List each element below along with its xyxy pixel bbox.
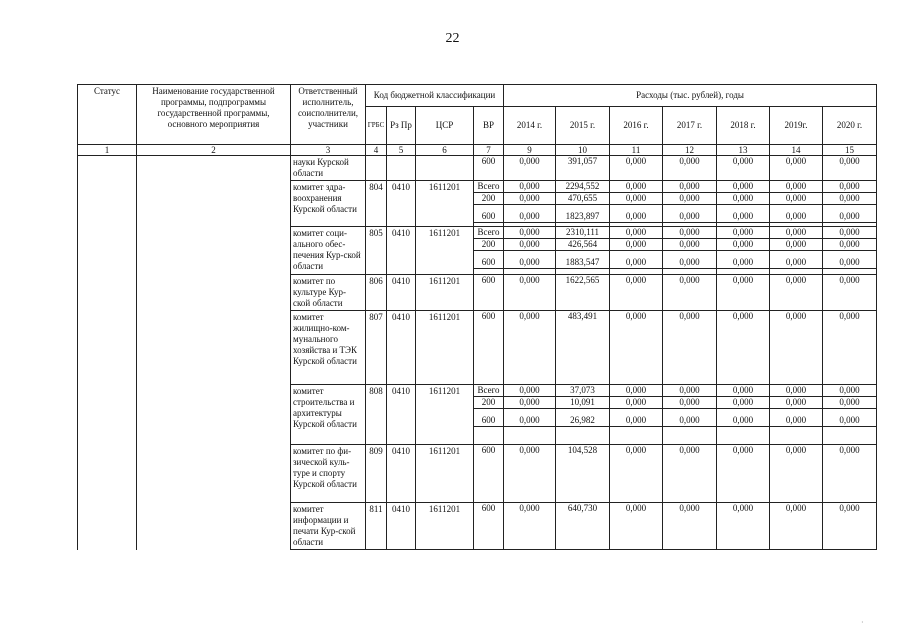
expense-value: 0,000 — [732, 503, 754, 513]
grbs-cell: 807 — [366, 311, 387, 385]
csr-cell: 1611201 — [416, 275, 474, 311]
expense-cell — [663, 156, 717, 181]
expense-cell — [504, 156, 556, 181]
expense-value: 0,000 — [785, 445, 807, 455]
expense-value: 0,000 — [504, 181, 555, 193]
name-cell — [137, 156, 291, 181]
expense-value: 0,000 — [770, 239, 822, 251]
csr-cell: 1611201 — [416, 227, 474, 275]
expense-cell — [770, 181, 823, 227]
csr-cell: 1611201 — [416, 181, 474, 227]
column-number: 4 — [366, 145, 387, 156]
header-vr: ВР — [474, 107, 504, 145]
expense-value: 640,730 — [567, 503, 598, 513]
executor-cell: комитет информации и печати Кур-ской области — [291, 503, 366, 550]
expense-cell — [610, 156, 663, 181]
expense-value: 0,000 — [610, 385, 662, 397]
expense-cell — [770, 385, 823, 445]
expense-value: 0,000 — [504, 239, 555, 251]
grbs-cell: 805 — [366, 227, 387, 275]
expense-value: 0,000 — [663, 397, 716, 409]
expense-cell — [663, 275, 717, 311]
expense-value: 0,000 — [663, 239, 716, 251]
name-cell — [137, 385, 291, 445]
grbs-cell — [366, 156, 387, 181]
expense-cell — [823, 503, 877, 550]
table-row — [78, 503, 877, 550]
column-number: 1 — [78, 145, 137, 156]
expense-value: 0,000 — [717, 397, 769, 409]
expense-value: 0,000 — [839, 156, 860, 166]
rzpr-cell: 0410 — [387, 445, 416, 503]
expense-value: 0,000 — [610, 211, 662, 223]
expense-cell — [556, 503, 610, 550]
vr-value: 600 — [481, 445, 496, 455]
rzpr-cell: 0410 — [387, 227, 416, 275]
expense-value: 0,000 — [839, 275, 860, 285]
expense-cell — [504, 227, 556, 275]
expense-value: 0,000 — [663, 257, 716, 269]
header-csr: ЦСР — [416, 107, 474, 145]
header-year: 2016 г. — [610, 107, 663, 145]
column-number: 2 — [137, 145, 291, 156]
expense-cell — [663, 445, 717, 503]
expense-value: 0,000 — [717, 239, 769, 251]
expense-value: 0,000 — [504, 227, 555, 239]
expense-value: 0,000 — [625, 311, 647, 321]
expense-value: 0,000 — [732, 275, 754, 285]
header-executor: Ответственный исполнитель, соисполнители, участники — [291, 85, 366, 145]
expense-cell — [663, 385, 717, 445]
expense-value: 0,000 — [610, 227, 662, 239]
vr-value: 600 — [481, 156, 496, 166]
expense-value: 0,000 — [823, 257, 876, 269]
vr-value: 600 — [481, 503, 496, 513]
expense-cell — [610, 385, 663, 445]
expense-value: 0,000 — [717, 385, 769, 397]
grbs-cell: 811 — [366, 503, 387, 550]
expense-cell — [556, 385, 610, 445]
expense-value: 0,000 — [504, 385, 555, 397]
column-number: 7 — [474, 145, 504, 156]
expense-value: 0,000 — [785, 311, 807, 321]
expense-value: 0,000 — [823, 211, 876, 223]
column-number: 11 — [610, 145, 663, 156]
expense-value: 0,000 — [770, 257, 822, 269]
expense-cell — [770, 275, 823, 311]
vr-cell — [474, 275, 504, 311]
expense-value: 0,000 — [717, 193, 769, 205]
vr-value: 600 — [474, 211, 503, 223]
expense-cell — [556, 445, 610, 503]
header-year: 2018 г. — [717, 107, 770, 145]
executor-cell: комитет по культуре Кур-ской области — [291, 275, 366, 311]
expense-cell — [770, 503, 823, 550]
column-number: 3 — [291, 145, 366, 156]
expense-cell — [556, 156, 610, 181]
expense-value: 0,000 — [823, 193, 876, 205]
table-row — [78, 181, 877, 227]
expense-value: 0,000 — [610, 239, 662, 251]
vr-value: 600 — [474, 415, 503, 427]
vr-value: 600 — [481, 275, 496, 285]
vr-cell — [474, 311, 504, 385]
expense-value: 0,000 — [785, 275, 807, 285]
expense-cell — [504, 385, 556, 445]
expense-value: 0,000 — [679, 503, 700, 513]
expense-value: 0,000 — [770, 181, 822, 193]
expense-cell — [504, 181, 556, 227]
header-grbs: ГРБС — [366, 107, 387, 145]
csr-cell — [416, 156, 474, 181]
expense-value: 0,000 — [770, 193, 822, 205]
grbs-cell: 808 — [366, 385, 387, 445]
expense-value: 0,000 — [679, 156, 700, 166]
status-cell — [78, 445, 137, 503]
csr-cell: 1611201 — [416, 311, 474, 385]
header-year: 2015 г. — [556, 107, 610, 145]
csr-cell: 1611201 — [416, 503, 474, 550]
expense-value: 0,000 — [663, 193, 716, 205]
expense-value: 0,000 — [770, 397, 822, 409]
vr-cell — [474, 227, 504, 275]
name-cell — [137, 181, 291, 227]
vr-value: 200 — [474, 239, 503, 251]
expense-value: 0,000 — [504, 397, 555, 409]
budget-table — [77, 84, 877, 550]
expense-cell — [663, 181, 717, 227]
expense-value: 26,982 — [556, 415, 609, 427]
expense-value: 0,000 — [625, 503, 647, 513]
page-number: 22 — [445, 31, 460, 46]
grbs-cell: 804 — [366, 181, 387, 227]
vr-cell — [474, 181, 504, 227]
expense-value: 0,000 — [679, 275, 700, 285]
expense-value: 0,000 — [823, 385, 876, 397]
expense-cell — [770, 227, 823, 275]
expense-value: 104,528 — [567, 445, 598, 455]
expense-value: 0,000 — [717, 257, 769, 269]
expense-value: 1823,897 — [556, 211, 609, 223]
expense-value: 470,655 — [556, 193, 609, 205]
expense-cell — [717, 503, 770, 550]
expense-value: 0,000 — [732, 156, 754, 166]
expense-value: 0,000 — [504, 257, 555, 269]
expense-cell — [717, 385, 770, 445]
expense-value: 0,000 — [732, 311, 754, 321]
vr-cell — [474, 385, 504, 445]
expense-cell — [556, 311, 610, 385]
table-row — [78, 385, 877, 445]
column-number: 12 — [663, 145, 717, 156]
expense-value: 0,000 — [663, 181, 716, 193]
expense-value: 2310,111 — [556, 227, 609, 239]
expense-value: 0,000 — [610, 415, 662, 427]
expense-cell — [504, 503, 556, 550]
expense-cell — [717, 445, 770, 503]
header-rzpr: Рз Пр — [387, 107, 416, 145]
expense-value: 426,564 — [556, 239, 609, 251]
name-cell — [137, 503, 291, 550]
column-number: 15 — [823, 145, 877, 156]
rzpr-cell: 0410 — [387, 275, 416, 311]
expense-cell — [663, 311, 717, 385]
expense-value: 10,091 — [556, 397, 609, 409]
executor-cell: науки Курской области — [291, 156, 366, 181]
expense-value: 0,000 — [519, 311, 540, 321]
expense-cell — [504, 311, 556, 385]
expense-value: 1622,565 — [565, 275, 600, 285]
expense-cell — [717, 156, 770, 181]
grbs-cell: 809 — [366, 445, 387, 503]
expense-value: 0,000 — [625, 156, 647, 166]
expense-cell — [610, 227, 663, 275]
expense-cell — [770, 445, 823, 503]
expense-value: 0,000 — [785, 156, 807, 166]
expense-value: 0,000 — [770, 385, 822, 397]
vr-value: Всего — [474, 385, 503, 397]
expense-value: 0,000 — [823, 227, 876, 239]
csr-cell: 1611201 — [416, 445, 474, 503]
expense-cell — [610, 445, 663, 503]
rzpr-cell — [387, 156, 416, 181]
table-row — [78, 156, 877, 181]
expense-cell — [610, 311, 663, 385]
expense-value: 2294,552 — [556, 181, 609, 193]
name-cell — [137, 311, 291, 385]
expense-cell — [823, 385, 877, 445]
expense-value: 0,000 — [839, 311, 860, 321]
expense-cell — [823, 311, 877, 385]
header-status: Статус — [78, 85, 137, 145]
expense-cell — [823, 181, 877, 227]
expense-cell — [556, 227, 610, 275]
executor-cell: комитет жилищно-ком-мунального хозяйства и ТЭК Курской области — [291, 311, 366, 385]
expense-value: 0,000 — [770, 227, 822, 239]
expense-value: 0,000 — [663, 227, 716, 239]
expense-cell — [610, 503, 663, 550]
expense-value: 0,000 — [519, 156, 540, 166]
expense-cell — [823, 227, 877, 275]
vr-value: Всего — [474, 227, 503, 239]
executor-cell: комитет строительства и архитектуры Курской области — [291, 385, 366, 445]
expense-cell — [556, 275, 610, 311]
expense-value: 0,000 — [610, 257, 662, 269]
expense-value: 0,000 — [610, 181, 662, 193]
vr-value: 600 — [481, 311, 496, 321]
expense-value: 0,000 — [717, 227, 769, 239]
expense-value: 0,000 — [663, 415, 716, 427]
vr-value: 200 — [474, 397, 503, 409]
expense-cell — [610, 181, 663, 227]
csr-cell: 1611201 — [416, 385, 474, 445]
expense-cell — [504, 275, 556, 311]
expense-cell — [770, 311, 823, 385]
expense-value: 0,000 — [663, 385, 716, 397]
vr-cell — [474, 503, 504, 550]
expense-cell — [770, 156, 823, 181]
expense-value: 0,000 — [823, 181, 876, 193]
status-cell — [78, 311, 137, 385]
scan-mark: · — [861, 618, 864, 627]
expense-cell — [717, 181, 770, 227]
expense-value: 0,000 — [732, 445, 754, 455]
expense-cell — [663, 503, 717, 550]
expense-value: 0,000 — [679, 445, 700, 455]
expense-value: 0,000 — [823, 239, 876, 251]
column-number: 5 — [387, 145, 416, 156]
executor-cell: комитет соци-ального обес-печения Кур-ской области — [291, 227, 366, 275]
expense-value: 0,000 — [823, 397, 876, 409]
column-number: 9 — [504, 145, 556, 156]
column-number: 13 — [717, 145, 770, 156]
expense-value: 0,000 — [839, 503, 860, 513]
grbs-cell: 806 — [366, 275, 387, 311]
status-cell — [78, 227, 137, 275]
expense-value: 1883,547 — [556, 257, 609, 269]
expense-value: 0,000 — [717, 211, 769, 223]
expense-value: 0,000 — [770, 415, 822, 427]
vr-cell — [474, 445, 504, 503]
status-cell — [78, 156, 137, 181]
expense-value: 0,000 — [770, 211, 822, 223]
expense-value: 0,000 — [717, 415, 769, 427]
executor-cell: комитет здра-воохранения Курской области — [291, 181, 366, 227]
vr-value: 200 — [474, 193, 503, 205]
header-year: 2017 г. — [663, 107, 717, 145]
header-name: Наименование государственной программы, подпрограммы государственной программы, основного мероприятия — [137, 85, 291, 145]
expense-cell — [717, 275, 770, 311]
header-budget-code: Код бюджетной классификации — [366, 85, 504, 107]
expense-value: 0,000 — [610, 397, 662, 409]
expense-cell — [717, 227, 770, 275]
vr-value: Всего — [474, 181, 503, 193]
expense-value: 0,000 — [625, 275, 647, 285]
expense-value: 0,000 — [785, 503, 807, 513]
expense-cell — [823, 156, 877, 181]
name-cell — [137, 275, 291, 311]
table-row — [78, 445, 877, 503]
expense-cell — [556, 181, 610, 227]
expense-cell — [663, 227, 717, 275]
expense-value: 0,000 — [519, 503, 540, 513]
expense-value: 0,000 — [504, 415, 555, 427]
header-year: 2014 г. — [504, 107, 556, 145]
expense-value: 0,000 — [823, 415, 876, 427]
executor-cell: комитет по фи-зической куль-туре и спорту Курской области — [291, 445, 366, 503]
expense-value: 0,000 — [625, 445, 647, 455]
expense-value: 0,000 — [717, 181, 769, 193]
expense-value: 37,073 — [556, 385, 609, 397]
expense-value: 483,491 — [567, 311, 598, 321]
name-cell — [137, 445, 291, 503]
table-row — [78, 275, 877, 311]
rzpr-cell: 0410 — [387, 181, 416, 227]
expense-cell — [823, 275, 877, 311]
header-expenses: Расходы (тыс. рублей), годы — [504, 85, 877, 107]
column-number: 6 — [416, 145, 474, 156]
rzpr-cell: 0410 — [387, 311, 416, 385]
name-cell — [137, 227, 291, 275]
table-row — [78, 227, 877, 275]
expense-cell — [504, 445, 556, 503]
expense-value: 0,000 — [839, 445, 860, 455]
status-cell — [78, 503, 137, 550]
expense-cell — [823, 445, 877, 503]
header-year: 2020 г. — [823, 107, 877, 145]
expense-value: 0,000 — [519, 275, 540, 285]
column-numbers-row — [78, 145, 877, 156]
expense-value: 391,057 — [567, 156, 598, 166]
vr-cell — [474, 156, 504, 181]
expense-value: 0,000 — [679, 311, 700, 321]
expense-cell — [717, 311, 770, 385]
vr-value: 600 — [474, 257, 503, 269]
rzpr-cell: 0410 — [387, 385, 416, 445]
status-cell — [78, 181, 137, 227]
column-number: 10 — [556, 145, 610, 156]
column-number: 14 — [770, 145, 823, 156]
expense-value: 0,000 — [519, 445, 540, 455]
expense-value: 0,000 — [504, 211, 555, 223]
table-row — [78, 311, 877, 385]
expense-value: 0,000 — [504, 193, 555, 205]
expense-value: 0,000 — [610, 193, 662, 205]
expense-cell — [610, 275, 663, 311]
expense-value: 0,000 — [663, 211, 716, 223]
header-year: 2019г. — [770, 107, 823, 145]
status-cell — [78, 385, 137, 445]
status-cell — [78, 275, 137, 311]
rzpr-cell: 0410 — [387, 503, 416, 550]
